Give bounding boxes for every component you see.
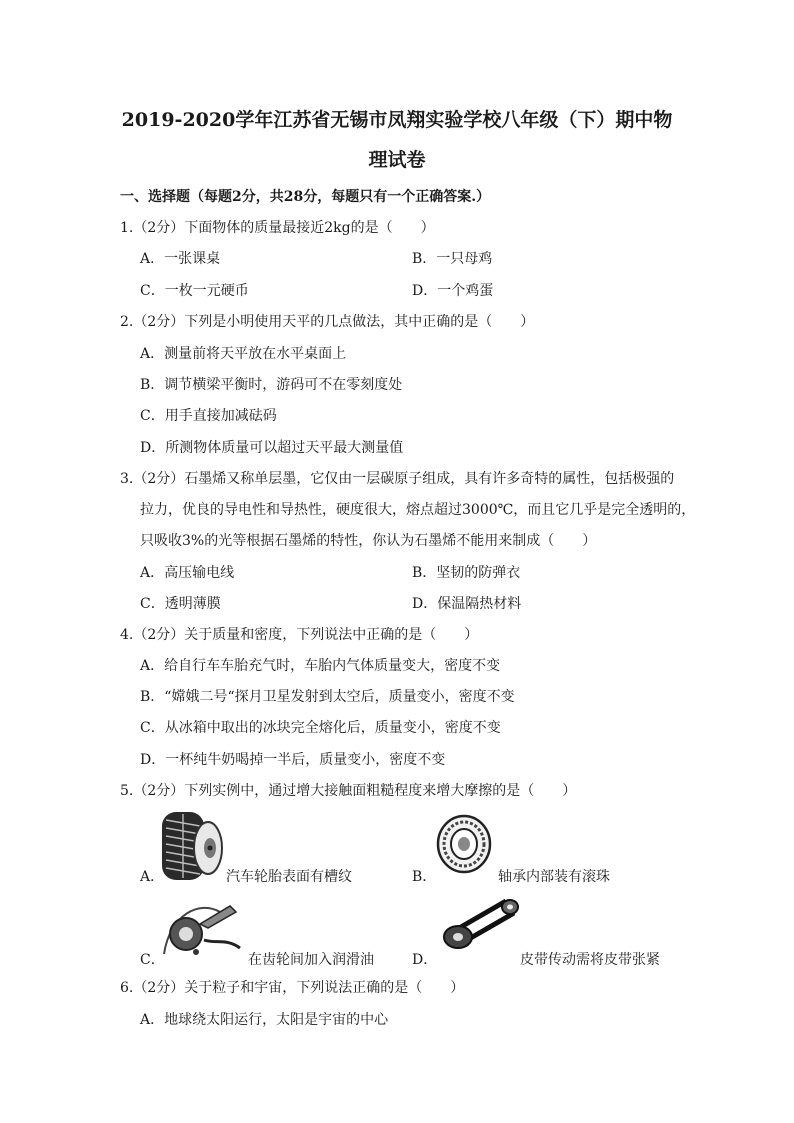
question-5-option-c-letter: C． (140, 952, 165, 968)
bearing-image (436, 814, 492, 874)
question-2-option-c: C．用手直接加减砝码 (140, 408, 277, 424)
question-2-stem: 2.（2分）下列是小明使用天平的几点做法，其中正确的是（ ） (120, 314, 535, 330)
question-1-option-d: D．一个鸡蛋 (412, 283, 494, 299)
question-2-option-d: D．所测物体质量可以超过天平最大测量值 (140, 440, 404, 456)
question-1-option-a: A．一张课桌 (140, 251, 221, 267)
question-3-option-d: D．保温隔热材料 (412, 596, 522, 612)
question-1-option-b: B．一只母鸡 (412, 251, 493, 267)
page-title (80, 100, 714, 180)
question-3-option-a: A．高压输电线 (140, 565, 235, 581)
question-4-option-a: A．给自行车车胎充气时，车胎内气体质量变大，密度不变 (140, 658, 501, 674)
question-3-option-c: C．透明薄膜 (140, 596, 221, 612)
title-line-2: 理试卷 (368, 149, 426, 171)
title-line-1: 2019-2020学年江苏省无锡市凤翔实验学校八年级（下）期中物 (121, 109, 673, 131)
question-4-option-c: C．从冰箱中取出的冰块完全熔化后，质量变小，密度不变 (140, 720, 501, 736)
question-2-option-b: B．调节横梁平衡时，游码可不在零刻度处 (140, 377, 403, 393)
gear-oil-image (160, 894, 244, 958)
question-5-option-d-letter: D． (412, 952, 438, 968)
question-3-option-b: B．坚韧的防弹衣 (412, 565, 521, 581)
question-6-stem: 6.（2分）关于粒子和宇宙，下列说法正确的是（ ） (120, 980, 465, 996)
question-3-stem-line-2: 拉力，优良的导电性和导热性，硬度很大，熔点超过3000℃，而且它几乎是完全透明的， (140, 502, 696, 518)
question-1-option-c: C．一枚一元硬币 (140, 283, 249, 299)
question-5-option-c-caption: 在齿轮间加入润滑油 (248, 952, 374, 968)
question-4-stem: 4.（2分）关于质量和密度，下列说法中正确的是（ ） (120, 627, 479, 643)
question-2-option-a: A．测量前将天平放在水平桌面上 (140, 346, 347, 362)
question-3-stem-line-3: 只吸收3%的光等根据石墨烯的特性，你认为石墨烯不能用来制成（ ） (140, 533, 597, 549)
question-5-stem: 5.（2分）下列实例中，通过增大接触面粗糙程度来增大摩擦的是（ ） (120, 783, 577, 799)
question-5-option-a-caption: 汽车轮胎表面有槽纹 (226, 869, 352, 885)
question-3-stem-line-1: 3.（2分）石墨烯又称单层墨，它仅由一层碳原子组成，具有许多奇特的属性，包括极强的 (120, 471, 675, 487)
question-5-option-b-letter: B． (412, 869, 437, 885)
section-heading: 一、选择题（每题2分，共28分，每题只有一个正确答案.） (120, 189, 491, 205)
belt-drive-image (440, 893, 520, 951)
question-4-option-b: B．“嫦娥二号“探月卫星发射到太空后，质量变小，密度不变 (140, 689, 515, 705)
question-5-option-b-caption: 轴承内部装有滚珠 (498, 869, 610, 885)
question-6-option-a: A．地球绕太阳运行，太阳是宇宙的中心 (140, 1012, 389, 1028)
question-5-option-a-letter: A． (140, 869, 165, 885)
tire-image (160, 808, 224, 884)
question-4-option-d: D．一杯纯牛奶喝掉一半后，质量变小，密度不变 (140, 752, 446, 768)
question-1-stem: 1.（2分）下面物体的质量最接近2kg的是（ ） (120, 220, 435, 236)
question-5-option-d-caption: 皮带传动需将皮带张紧 (520, 952, 660, 968)
